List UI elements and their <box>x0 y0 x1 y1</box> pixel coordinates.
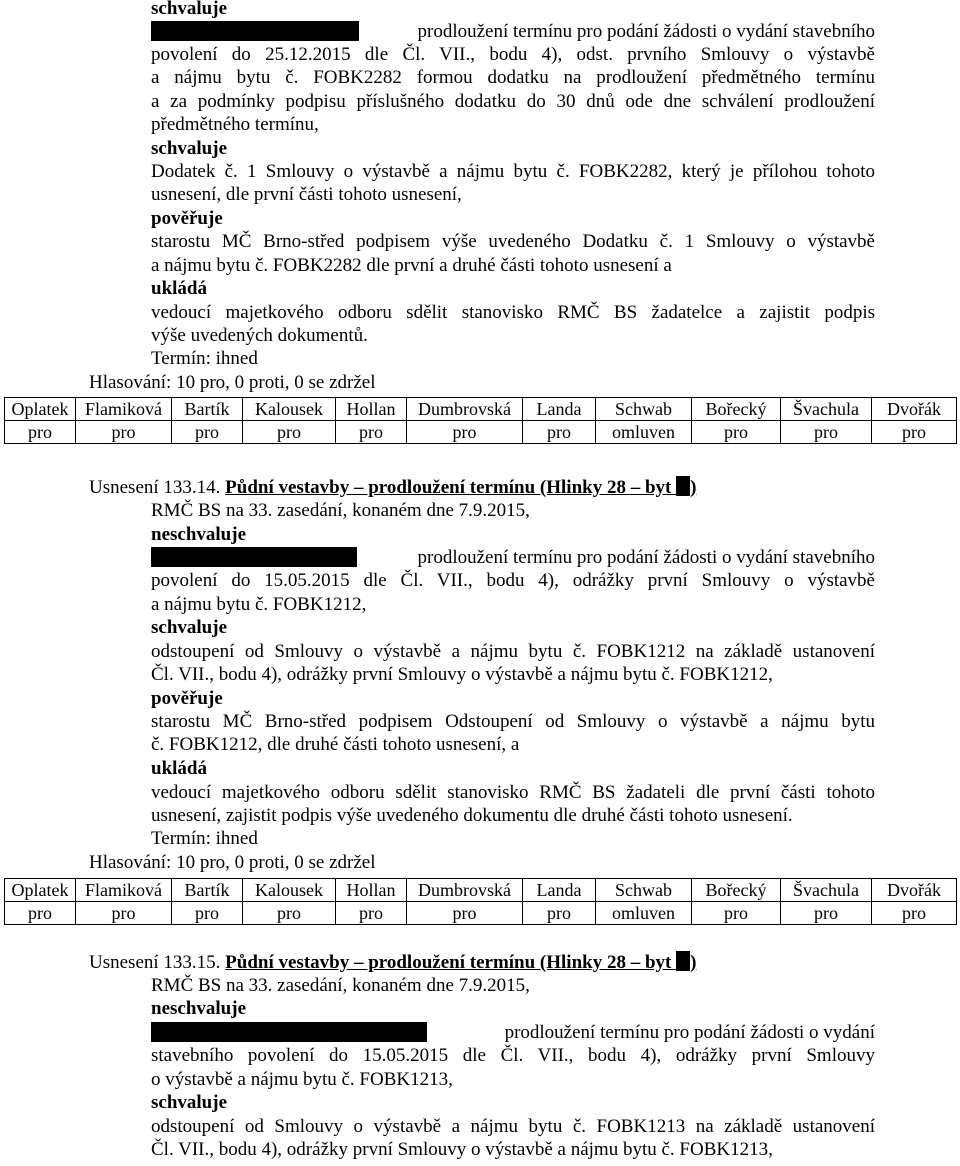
vote-name: Švachula <box>781 398 872 421</box>
resolution-title: Půdní vestavby – prodloužení termínu (Hlinky 28 – byt <box>225 477 677 498</box>
text: prodloužení termínu pro podání žádosti o vydání <box>504 1022 875 1043</box>
resolution-number: Usnesení 133.14. <box>89 477 226 498</box>
paragraph-line: odstoupení od Smlouvy o výstavbě a nájmu bytu č. FOBK1212 na základě ustanovení <box>151 641 875 662</box>
vote-value: pro <box>76 902 172 925</box>
vote-name: Flamiková <box>76 398 172 421</box>
hlasovani: Hlasování: 10 pro, 0 proti, 0 se zdržel <box>89 372 376 393</box>
vote-name: Bartík <box>172 398 243 421</box>
vote-value: pro <box>336 902 407 925</box>
vote-value: pro <box>872 902 957 925</box>
vote-value: pro <box>407 902 523 925</box>
vote-value: pro <box>172 902 243 925</box>
paragraph-line: vedoucí majetkového odboru sdělit stanovisko RMČ BS žadatelce a zajistit podpis <box>151 302 875 323</box>
vote-name: Kalousek <box>243 398 336 421</box>
paragraph-line: usnesení, zajistit podpis výše uvedeného dokumentu dle druhé části tohoto usnesení. <box>151 805 793 826</box>
text: prodloužení termínu pro podání žádosti o vydání stavebního <box>417 21 875 42</box>
title-end: ) <box>690 477 697 498</box>
verb-uklada: ukládá <box>151 278 207 299</box>
resolution-title: Půdní vestavby – prodloužení termínu (Hlinky 28 – byt <box>225 952 677 973</box>
paragraph-line <box>151 21 875 43</box>
verb-neschvaluje: neschvaluje <box>151 524 246 545</box>
vote-table <box>4 397 957 444</box>
text: prodloužení termínu pro podání žádosti o vydání stavebního <box>417 547 875 568</box>
termin: Termín: ihned <box>151 348 258 369</box>
vote-name: Hollan <box>336 398 407 421</box>
title-end: ) <box>690 952 697 973</box>
vote-value: pro <box>76 421 172 444</box>
paragraph-line: odstoupení od Smlouvy o výstavbě a nájmu bytu č. FOBK1213 na základě ustanovení <box>151 1116 875 1137</box>
redaction-bar <box>676 476 690 496</box>
vote-names-row <box>5 879 957 902</box>
meeting-line: RMČ BS na 33. zasedání, konaném dne 7.9.2015, <box>151 975 530 996</box>
vote-name: Hollan <box>336 879 407 902</box>
paragraph-line: a nájmu bytu č. FOBK2282 formou dodatku na prodloužení předmětného termínu <box>151 67 875 88</box>
verb-schvaluje: schvaluje <box>151 0 227 19</box>
paragraph-line: vedoucí majetkového odboru sdělit stanovisko RMČ BS žadateli dle první části tohoto <box>151 782 875 803</box>
vote-name: Dvořák <box>872 879 957 902</box>
verb-poveruje: pověřuje <box>151 208 223 229</box>
vote-value: pro <box>5 902 76 925</box>
redaction-bar <box>151 547 357 567</box>
redaction-bar <box>676 951 690 971</box>
vote-value: pro <box>781 902 872 925</box>
paragraph-line: Dodatek č. 1 Smlouvy o výstavbě a nájmu bytu č. FOBK2282, který je přílohou tohoto <box>151 161 875 182</box>
vote-name: Flamiková <box>76 879 172 902</box>
verb-schvaluje: schvaluje <box>151 617 227 638</box>
paragraph-line: starostu MČ Brno-střed podpisem Odstoupení od Smlouvy o výstavbě a nájmu bytu <box>151 711 875 732</box>
vote-value: pro <box>523 902 596 925</box>
vote-name: Bartík <box>172 879 243 902</box>
resolution-heading <box>89 951 696 974</box>
paragraph-line: č. FOBK1212, dle druhé části tohoto usnesení, a <box>151 734 520 755</box>
vote-value: pro <box>243 421 336 444</box>
paragraph-line: a za podmínky podpisu příslušného dodatku do 30 dnů ode dne schválení prodloužení <box>151 91 875 112</box>
vote-value: pro <box>243 902 336 925</box>
paragraph-line: a nájmu bytu č. FOBK1212, <box>151 594 367 615</box>
paragraph-line <box>151 547 875 569</box>
vote-value: pro <box>336 421 407 444</box>
paragraph-line: povolení do 25.12.2015 dle Čl. VII., bodu 4), odst. prvního Smlouvy o výstavbě <box>151 44 875 65</box>
vote-name: Landa <box>523 398 596 421</box>
paragraph-line: Čl. VII., bodu 4), odrážky první Smlouvy o výstavbě a nájmu bytu č. FOBK1213, <box>151 1139 773 1160</box>
redaction-bar <box>151 1022 427 1042</box>
vote-name: Landa <box>523 879 596 902</box>
vote-value: pro <box>5 421 76 444</box>
vote-value: pro <box>692 421 781 444</box>
vote-name: Dumbrovská <box>407 879 523 902</box>
vote-name: Dumbrovská <box>407 398 523 421</box>
vote-name: Bořecký <box>692 398 781 421</box>
vote-name: Dvořák <box>872 398 957 421</box>
vote-value: pro <box>172 421 243 444</box>
vote-value: pro <box>407 421 523 444</box>
verb-poveruje: pověřuje <box>151 688 223 709</box>
vote-name: Švachula <box>781 879 872 902</box>
vote-value: omluven <box>596 902 692 925</box>
vote-values-row <box>5 902 957 925</box>
paragraph-line: předmětného termínu, <box>151 114 319 135</box>
vote-value: pro <box>523 421 596 444</box>
vote-name: Bořecký <box>692 879 781 902</box>
paragraph-line <box>151 1022 875 1044</box>
paragraph-line: a nájmu bytu č. FOBK2282 dle první a druhé části tohoto usnesení a <box>151 255 672 276</box>
verb-neschvaluje: neschvaluje <box>151 998 246 1019</box>
vote-value: omluven <box>596 421 692 444</box>
vote-name: Kalousek <box>243 879 336 902</box>
meeting-line: RMČ BS na 33. zasedání, konaném dne 7.9.2015, <box>151 500 530 521</box>
paragraph-line: stavebního povolení do 15.05.2015 dle Čl. VII., bodu 4), odrážky první Smlouvy <box>151 1045 875 1066</box>
vote-table <box>4 878 957 925</box>
verb-uklada: ukládá <box>151 758 207 779</box>
verb-schvaluje: schvaluje <box>151 1092 227 1113</box>
hlasovani: Hlasování: 10 pro, 0 proti, 0 se zdržel <box>89 852 376 873</box>
vote-names-row <box>5 398 957 421</box>
paragraph-line: starostu MČ Brno-střed podpisem výše uvedeného Dodatku č. 1 Smlouvy o výstavbě <box>151 231 875 252</box>
vote-name: Oplatek <box>5 398 76 421</box>
paragraph-line: usnesení, dle první části tohoto usnesení, <box>151 184 462 205</box>
vote-name: Schwab <box>596 398 692 421</box>
vote-value: pro <box>781 421 872 444</box>
paragraph-line: o výstavbě a nájmu bytu č. FOBK1213, <box>151 1069 453 1090</box>
resolution-heading <box>89 476 696 499</box>
vote-values-row <box>5 421 957 444</box>
vote-name: Oplatek <box>5 879 76 902</box>
verb-schvaluje: schvaluje <box>151 138 227 159</box>
redaction-bar <box>151 21 359 41</box>
paragraph-line: výše uvedených dokumentů. <box>151 325 368 346</box>
vote-value: pro <box>692 902 781 925</box>
resolution-number: Usnesení 133.15. <box>89 952 226 973</box>
vote-name: Schwab <box>596 879 692 902</box>
paragraph-line: povolení do 15.05.2015 dle Čl. VII., bodu 4), odrážky první Smlouvy o výstavbě <box>151 570 875 591</box>
termin: Termín: ihned <box>151 828 258 849</box>
vote-value: pro <box>872 421 957 444</box>
paragraph-line: Čl. VII., bodu 4), odrážky první Smlouvy o výstavbě a nájmu bytu č. FOBK1212, <box>151 664 773 685</box>
